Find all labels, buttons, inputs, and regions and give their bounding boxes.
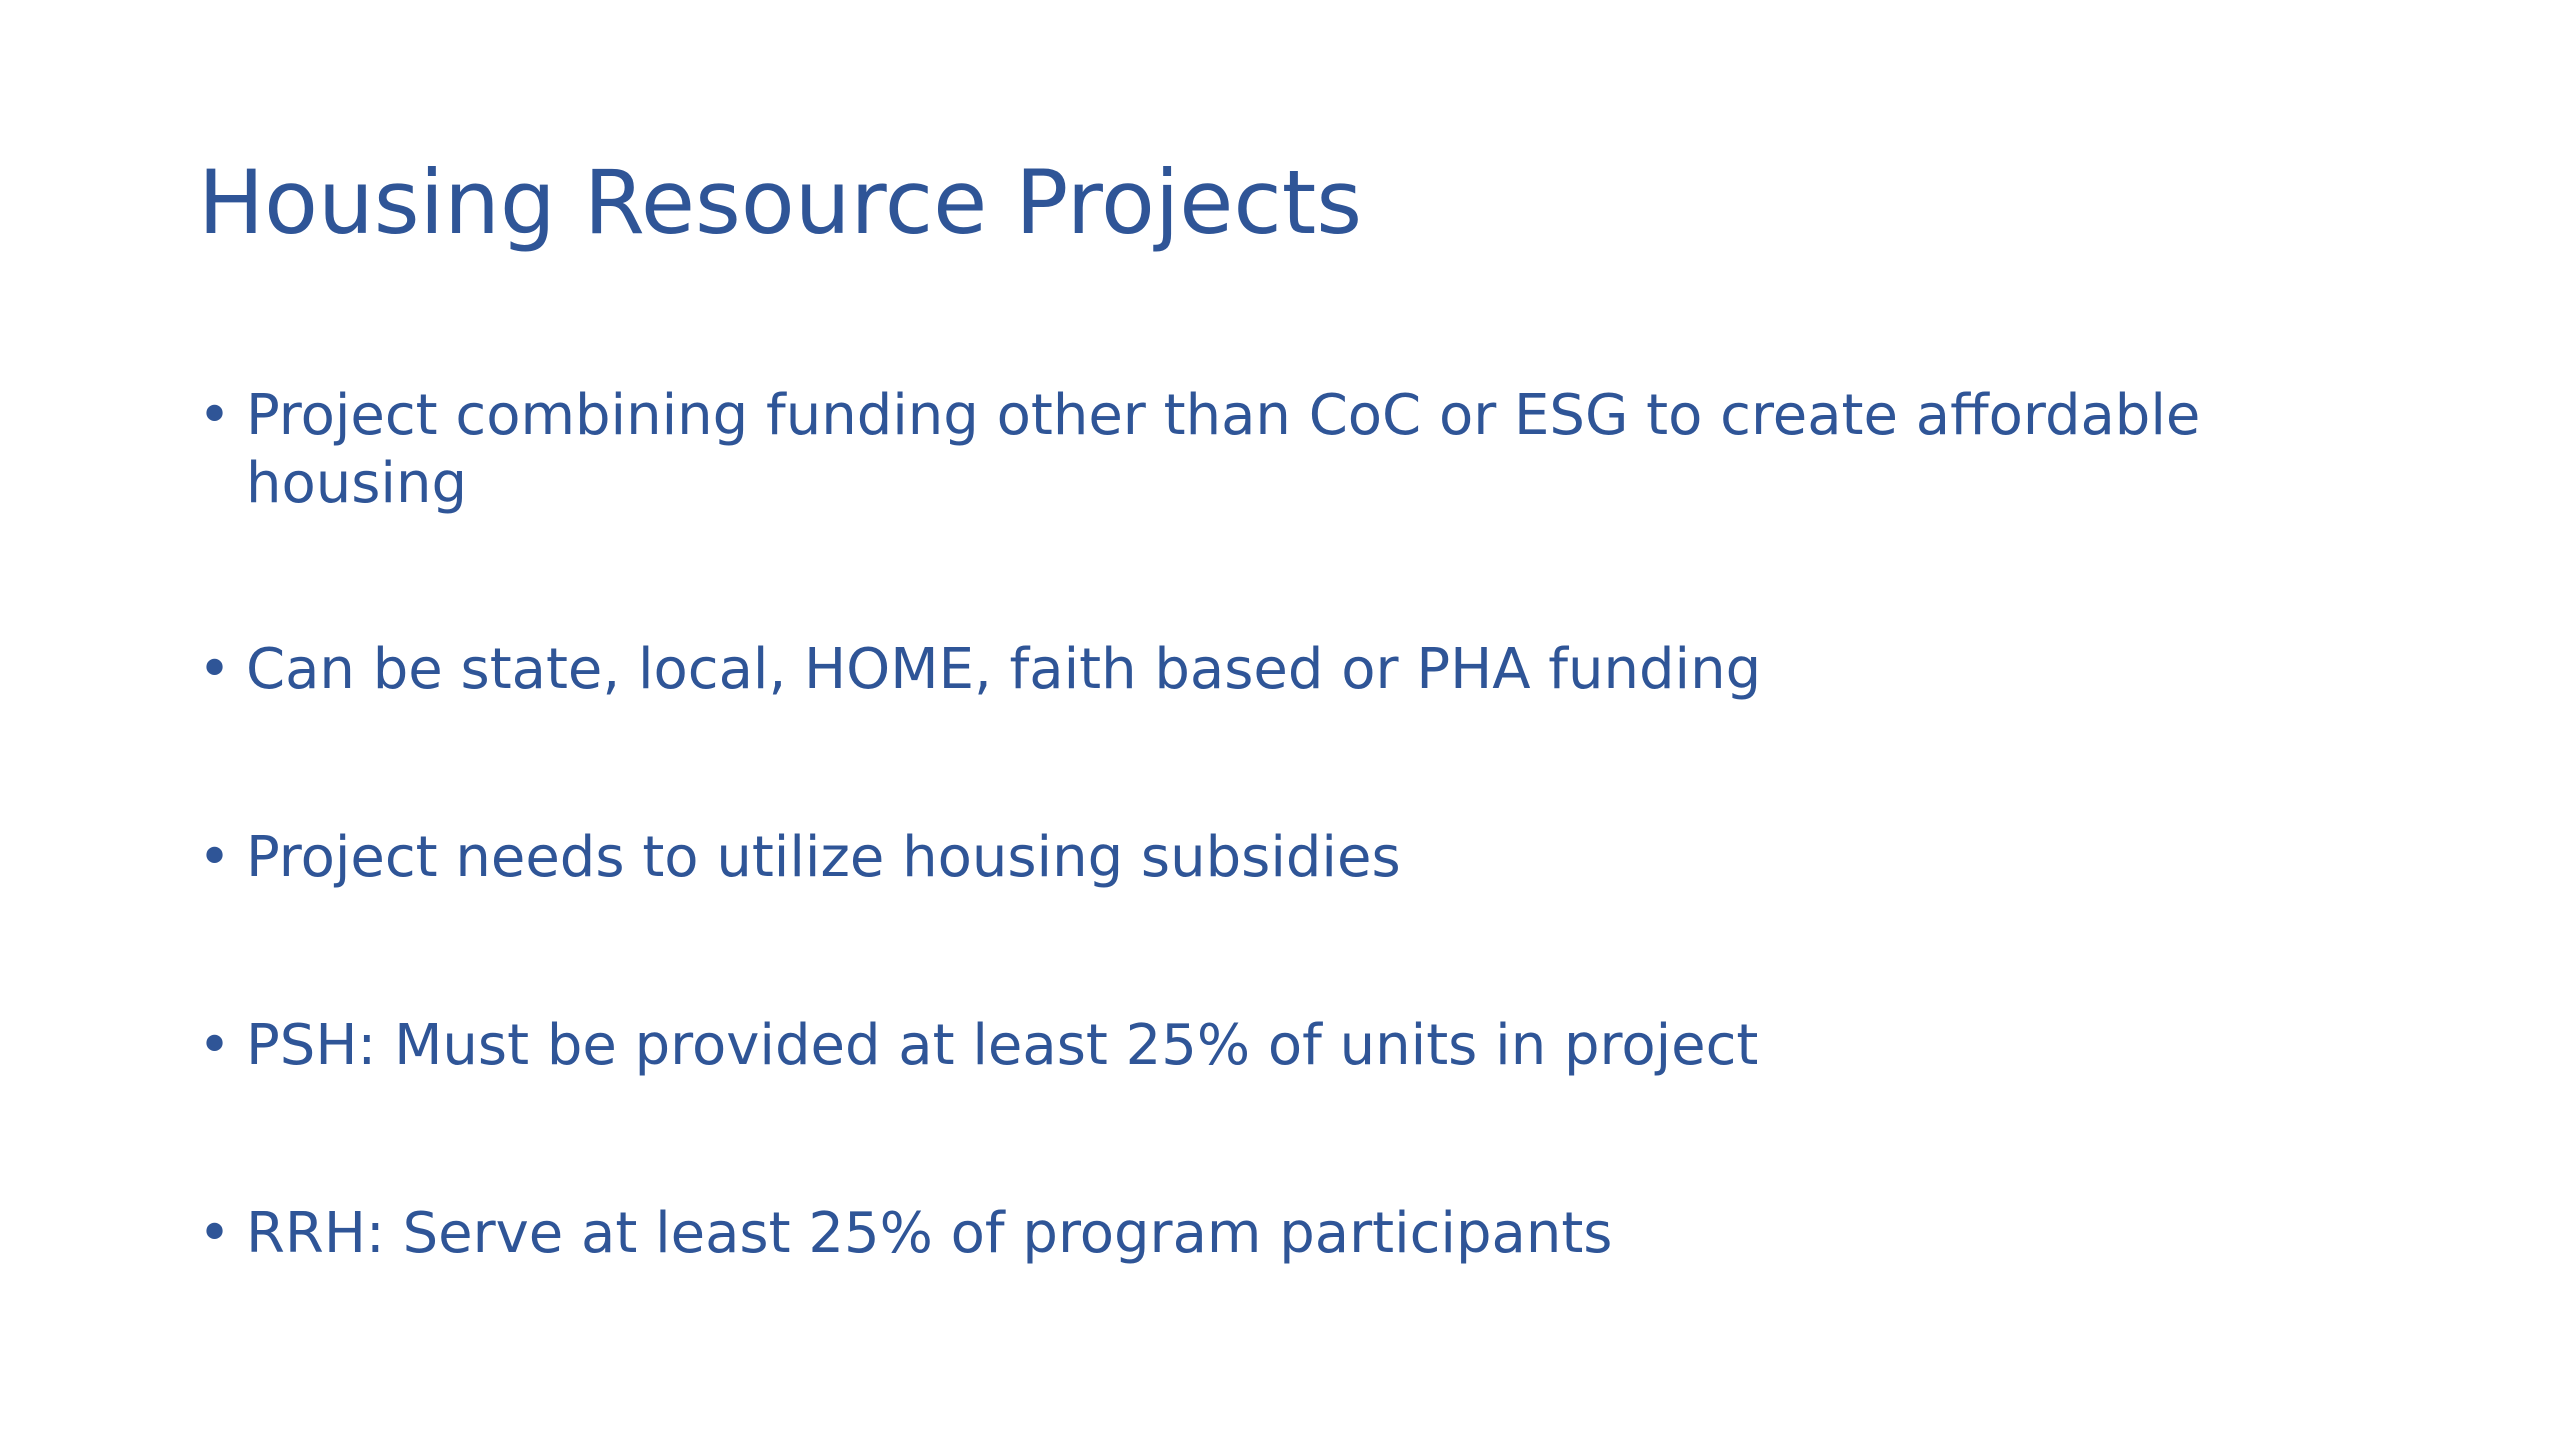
- bullet-text: Project needs to utilize housing subsidies: [246, 825, 1401, 890]
- bullet-dot-icon: •: [198, 637, 232, 702]
- bullet-text: Can be state, local, HOME, faith based or PHA funding: [246, 637, 1762, 702]
- bullet-dot-icon: •: [198, 825, 232, 890]
- bullet-text: Project combining funding other than CoC or ESG to create affordable housing: [246, 383, 2201, 516]
- bullet-item-housing-subsidies: [198, 824, 2348, 892]
- bullet-item-psh-requirement: [198, 1012, 2348, 1080]
- bullet-item-rrh-requirement: [198, 1200, 2348, 1268]
- bullet-text: PSH: Must be provided at least 25% of units in project: [246, 1013, 1759, 1078]
- bullet-item-funding-sources: [198, 636, 2348, 704]
- slide-title: Housing Resource Projects: [198, 151, 1363, 254]
- bullet-dot-icon: •: [198, 1201, 232, 1266]
- bullet-item-funding-combination: [198, 382, 2348, 518]
- bullet-text: RRH: Serve at least 25% of program participants: [246, 1201, 1613, 1266]
- bullet-list: [198, 382, 2348, 1268]
- bullet-dot-icon: •: [198, 383, 232, 448]
- bullet-dot-icon: •: [198, 1013, 232, 1078]
